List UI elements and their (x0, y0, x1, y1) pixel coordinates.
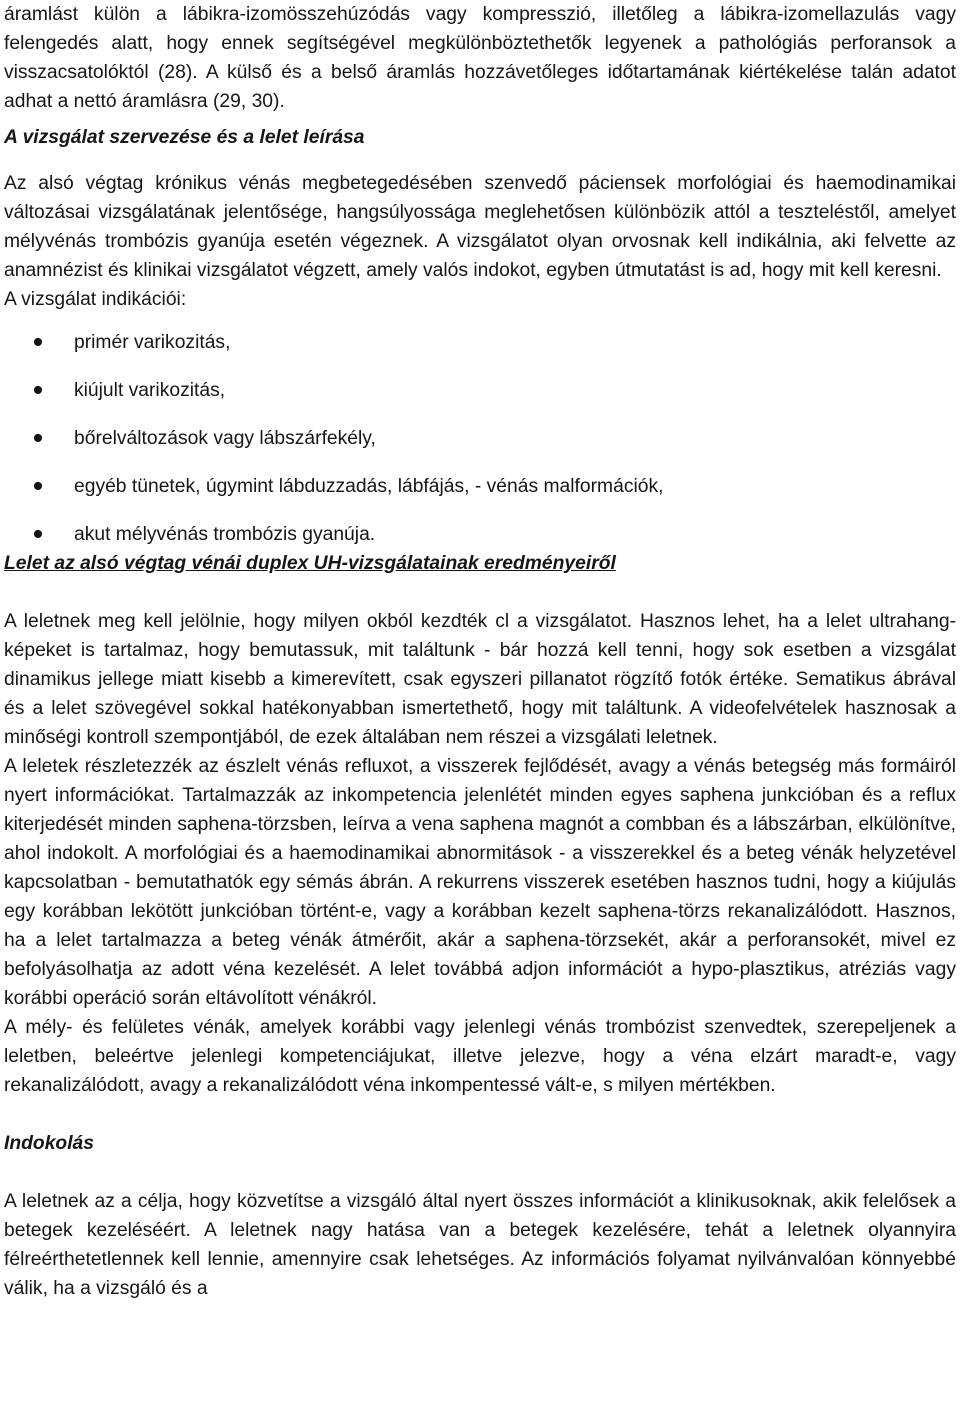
list-item (4, 520, 956, 549)
intro-paragraph: áramlást külön a lábikra-izomösszehúzódás vagy kompresszió, illetőleg a lábikra-izomellazulás vagy felengedés alatt, hogy ennek segítségével megkülönböztethetők legyenek a pathológiás perforansok a visszacsatolóktól (28). A külső és a belső áramlás hozzávetőleges időtartamának kiértékelése talán adatot adhat a nettó áramlásra (29, 30). (4, 4, 956, 112)
list-item (4, 328, 956, 376)
list-item-text: egyéb tünetek, úgymint lábduzzadás, lábfájás, - vénás malformációk, (74, 476, 664, 497)
indications-label: A vizsgálat indikációi: (4, 289, 187, 310)
list-item (4, 424, 956, 472)
report-paragraph-3: A mély- és felületes vénák, amelyek korábbi vagy jelenlegi vénás trombózist szenvedtek, szerepeljenek a leletben, beleértve jelenlegi kompetenciájukat, illetve jelezve, hogy a véna elzárt maradt-e, vagy rekanalizálódott, avagy a rekanalizálódott véna inkompentessé vált-e, s milyen mértékben. (4, 1017, 956, 1096)
list-item (4, 376, 956, 424)
section-heading-report: Lelet az alsó végtag vénái duplex UH-vizsgálatainak eredményeiről (4, 553, 616, 574)
section-heading-justification: Indokolás (4, 1133, 94, 1154)
list-item-text: bőrelváltozások vagy lábszárfekély, (74, 428, 376, 449)
bullet-icon (34, 386, 42, 394)
bullet-icon (34, 338, 42, 346)
report-paragraph-2: A leletek részletezzék az észlelt vénás refluxot, a visszerek fejlődését, avagy a vénás betegség más formáiról nyert információkat. Tartalmazzák az inkompetencia jelenlétét minden egyes saphena junkcióban és a reflux kiterjedését minden saphena-törzsben, leírva a vena saphena magnót a combban és a lábszárban, elkülönítve, ahol indokolt. A morfológiai és a haemodinamikai abnormitások - a visszerekkel és a beteg vénák helyzetével kapcsolatban - bemutathatók egy sémás ábrán. A rekurrens visszerek esetében hasznos tudni, hogy a kiújulás egy korábban lekötött junkcióban történt-e, vagy a korábban kezelt saphena-törzs rekanalizálódott. Hasznos, ha a lelet tartalmazza a beteg vénák átmérőit, akár a saphena-törzsekét, akár a perforansokét, mivel ez befolyásolhatja az adott véna kezelését. A lelet továbbá adjon információt a hypo-plasztikus, atréziás vagy korábbi operáció során eltávolított vénákról. (4, 756, 956, 1009)
indications-list (4, 328, 956, 549)
bullet-icon (34, 434, 42, 442)
list-item-text: akut mélyvénás trombózis gyanúja. (74, 524, 376, 545)
document-page (4, 0, 956, 1303)
bullet-icon (34, 530, 42, 538)
report-paragraph-1: A leletnek meg kell jelölnie, hogy milyen okból kezdték cl a vizsgálatot. Hasznos lehet, ha a lelet ultrahang-képeket is tartalmaz, hogy bemutassuk, mit találtunk - bár hozzá kell tenni, hogy sok esetben a vizsgálat dinamikus jellege miatt kisebb a kimerevített, csak egyszeri pillanatot rögzítő fotók értéke. Sematikus ábrával és a lelet szövegével sokkal hatékonyabban ismertethető, hogy mit találtunk. A videofelvételek hasznosak a minőségi kontroll szempontjából, de ezek általában nem részei a vizsgálati leletnek. (4, 611, 956, 748)
list-item (4, 472, 956, 520)
organisation-paragraph: Az alsó végtag krónikus vénás megbetegedésében szenvedő páciensek morfológiai és haemodinamikai változásai vizsgálatának jelentősége, hangsúlyossága meglehetősen különbözik attól a teszteléstől, amelyet mélyvénás trombózis gyanúja esetén végeznek. A vizsgálatot olyan orvosnak kell indikálnia, aki felvette az anamnézist és klinikai vizsgálatot végzett, amely valós indokot, egyben útmutatást is ad, hogy mit kell keresni. (4, 173, 956, 281)
section-heading-organisation: A vizsgálat szervezése és a lelet leírása (4, 127, 365, 148)
justification-paragraph: A leletnek az a célja, hogy közvetítse a vizsgáló által nyert összes információt a klinikusoknak, akik felelősek a betegek kezeléséért. A leletnek nagy hatása van a betegek kezelésére, tehát a leletnek olyannyira félreérthetetlennek kell lennie, amennyire csak lehetséges. Az információs folyamat nyilvánvalóan könnyebbé válik, ha a vizsgáló és a (4, 1191, 956, 1299)
bullet-icon (34, 482, 42, 490)
list-item-text: kiújult varikozitás, (74, 380, 226, 401)
list-item-text: primér varikozitás, (74, 332, 231, 353)
